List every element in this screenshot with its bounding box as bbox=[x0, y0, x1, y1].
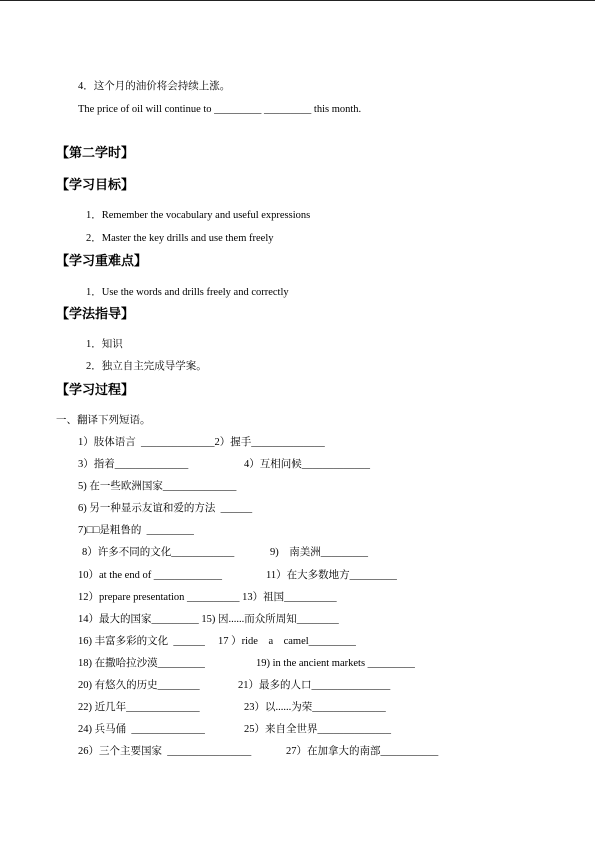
phrase-item-5: 5) 在一些欧洲国家______________ bbox=[78, 481, 237, 492]
heading-study-method: 【学法指导】 bbox=[56, 307, 135, 322]
question-4-chinese: 4．这个月的油价将会持续上涨。 bbox=[78, 81, 231, 92]
method-item-1: 1．知识 bbox=[86, 339, 123, 350]
method-item-2: 2．独立自主完成导学案。 bbox=[86, 361, 207, 372]
phrase-item-10: 10）at the end of _____________ bbox=[78, 570, 223, 581]
phrase-item-18: 18) 在撒哈拉沙漠_________ bbox=[78, 658, 205, 669]
goal-item-1: 1．Remember the vocabulary and useful expressions bbox=[86, 210, 311, 221]
phrase-item-8: 8）许多不同的文化____________ bbox=[82, 547, 235, 558]
phrase-item-11: 11）在大多数地方_________ bbox=[266, 570, 397, 581]
phrase-item-26: 26）三个主要国家 ________________ bbox=[78, 746, 252, 757]
phrase-row-12: 12）prepare presentation __________ 13）祖国__________ bbox=[78, 592, 337, 603]
heading-key-points: 【学习重难点】 bbox=[56, 254, 148, 269]
phrase-item-22: 22) 近几年______________ bbox=[78, 702, 200, 713]
page-top-border bbox=[0, 0, 595, 1]
phrase-row-16: 16) 丰富多彩的文化 ______ 17 ）ride a camel_________ bbox=[78, 636, 356, 647]
phrase-item-19: 19) in the ancient markets _________ bbox=[256, 658, 415, 669]
phrase-item-23: 23）以......为荣______________ bbox=[244, 702, 386, 713]
phrase-item-24: 24) 兵马俑 ______________ bbox=[78, 724, 205, 735]
heading-second-lesson: 【第二学时】 bbox=[56, 146, 135, 161]
phrase-row-1: 1）肢体语言 ______________2）握手______________ bbox=[78, 437, 325, 448]
phrase-item-21: 21）最多的人口_______________ bbox=[238, 680, 391, 691]
heading-learning-goals: 【学习目标】 bbox=[56, 178, 135, 193]
question-4-english: The price of oil will continue to _________ _________ this month. bbox=[78, 104, 362, 115]
heading-learning-process: 【学习过程】 bbox=[56, 383, 135, 398]
phrase-item-7: 7)□□是粗鲁的 _________ bbox=[78, 525, 194, 536]
phrase-item-20: 20) 有悠久的历史________ bbox=[78, 680, 200, 691]
phrase-item-25: 25）来自全世界______________ bbox=[244, 724, 391, 735]
goal-item-2: 2．Master the key drills and use them freely bbox=[86, 233, 274, 244]
key-point-item-1: 1．Use the words and drills freely and correctly bbox=[86, 287, 289, 298]
phrase-row-14: 14）最大的国家_________ 15) 因......而众所周知________ bbox=[78, 614, 339, 625]
phrase-item-3: 3）指着______________ bbox=[78, 459, 189, 470]
phrase-item-9: 9) 南美洲_________ bbox=[270, 547, 368, 558]
section-translate-phrases: 一、翻译下列短语。 bbox=[56, 415, 151, 426]
phrase-item-27: 27）在加拿大的南部___________ bbox=[286, 746, 439, 757]
phrase-item-4: 4）互相问候_____________ bbox=[244, 459, 370, 470]
phrase-item-6: 6) 另一种显示友谊和爱的方法 ______ bbox=[78, 503, 253, 514]
